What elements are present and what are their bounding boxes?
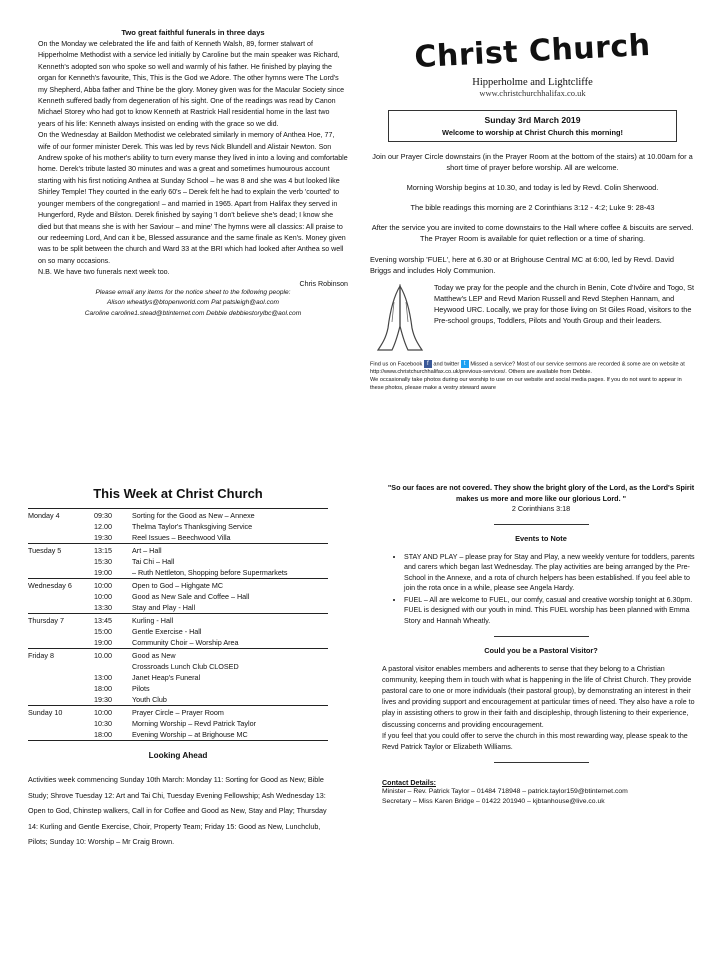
event-time: 13:15 xyxy=(94,546,112,555)
event-name: Thelma Taylor's Thanksgiving Service xyxy=(132,522,253,531)
praying-hands-icon xyxy=(370,282,430,354)
day-block xyxy=(28,705,328,741)
day-name xyxy=(28,661,94,672)
day-name: Wednesday 6 xyxy=(28,581,72,590)
event-name: Community Choir – Worship Area xyxy=(132,638,239,647)
contact-intro: Please email any items for the notice sheet to the following people: xyxy=(95,288,291,296)
event-name: Art – Hall xyxy=(132,546,162,555)
event-name: Sorting for the Good as New – Annexe xyxy=(132,511,255,520)
funerals-paragraph-3: N.B. We have two funerals next week too. xyxy=(38,268,170,277)
day-name xyxy=(28,637,94,648)
event-item: • FUEL – All are welcome to FUEL, our comfy, casual and creative worship tonight at 6.30pm. FUEL is designed with our youth in mind. This FUEL worship has been planned with Emma Story and Hannah Wheatly. xyxy=(404,595,700,627)
day-name: Sunday 10 xyxy=(28,708,63,717)
schedule-row xyxy=(28,521,328,532)
contact-line-1: Alison wheatlys@btopenworld.com Pat patsleigh@aol.com xyxy=(106,299,280,307)
facebook-label: Find us on Facebook xyxy=(370,361,423,368)
event-time: 10:30 xyxy=(94,719,112,728)
contact-minister: Minister – Rev. Patrick Taylor – 01484 718948 – patrick.taylor159@btinternet.com xyxy=(382,788,628,796)
funerals-paragraph-2: On the Wednesday at Baildon Methodist we celebrated similarly in memory of Anthea Hoe, 77, wife of our former minister Derek. This was led by revs Nick Blundell and Alistair Newton. Son Andrew spoke of his mother's ability to turn every manse they lived in into a loving and comfortable home. Derek's tribute lasted 30 minutes and was a great and sometimes humourous account starting with his first noticing Anthea at Sunday School – he was 8 and she was 4 but looked like Shirley Temple! They courted in the early 60's – Derek felt he had to explain the verb 'courted' to younger members of the congregation! – and married in 1965. Apart from Halifax they served in Hungerford, Ryde and Bilston. Derek finished by saying 'I don't believe she's dead; I know she died but that means she is with her Saviour – and mine' The hymns were all classics: All praise to our redeeming Lord, And can it be, Blessed assurance and the same finale as Ken's. Money given was to be split between the church and Ward 33 at the BRI which had looked after Anthea so well on so many occasions. xyxy=(38,131,348,265)
day-block xyxy=(28,508,328,543)
facebook-icon[interactable]: f xyxy=(424,360,432,368)
schedule-row xyxy=(28,707,328,718)
readings-notice: The bible readings this morning are 2 Corinthians 3:12 - 4:2; Luke 9: 28-43 xyxy=(410,203,655,212)
event-time: 18:00 xyxy=(94,684,112,693)
funerals-paragraph-1: On the Monday we celebrated the life and faith of Kenneth Walsh, 89, former stalwart of Hipperholme Methodist with a service led initially by Caroline but the main speaker was Richard, Kenneth's adopted son who spoke so well and warmly of his father. He finished by playing the organ for Kenneth's favourite, This, This is the God we Adore. The other hymns were The Lord's my Shepherd, Abba father and Thine be the glory. Money given was for the Macular Society since Kenneth suffered badly from degeneration of his sight. One of the readings was read by Canon Michael Storey who had got to know Kenneth at Rastrick Hall residential home in the last two years of his life: Kenneth always insisted on ending with the grace so we did. xyxy=(38,40,345,128)
day-block xyxy=(28,543,328,578)
divider xyxy=(494,524,589,525)
divider xyxy=(494,636,589,637)
church-website[interactable]: www.christchurchhalifax.co.uk xyxy=(479,88,586,98)
day-name xyxy=(28,626,94,637)
signature: Chris Robinson xyxy=(299,279,348,288)
day-block xyxy=(28,613,328,648)
looking-ahead-title: Looking Ahead xyxy=(148,751,208,760)
event-time: 19:30 xyxy=(94,695,112,704)
day-name xyxy=(28,602,94,613)
pastoral-visitor-ask: If you feel that you could offer to serve the church in this most rewarding way, please speak to the Revd Patrick Taylor or Elizabeth Williams. xyxy=(382,731,688,752)
evening-worship-notice: Evening worship 'FUEL', here at 6.30 or at Brighouse Central MC at 6:00, led by Revd. David Briggs and includes Holy Communion. xyxy=(370,255,674,275)
event-name: Good as New xyxy=(132,651,176,660)
event-name: Evening Worship – at Brighouse MC xyxy=(132,730,248,739)
morning-worship-notice: Morning Worship begins at 10.30, and today is led by Revd. Colin Sherwood. xyxy=(406,183,659,192)
event-name: – Ruth Nettleton, Shopping before Supermarkets xyxy=(132,568,288,577)
event-name: Janet Heap's Funeral xyxy=(132,673,201,682)
twitter-icon[interactable]: t xyxy=(461,360,469,368)
day-name xyxy=(28,567,94,578)
event-time: 10:00 xyxy=(94,708,112,717)
day-name xyxy=(28,672,94,683)
prayer-circle-notice: Join our Prayer Circle downstairs (in the Prayer Room at the bottom of the stairs) at 10.00am for a short time of prayer before worship. All are welcome. xyxy=(372,152,693,172)
day-block xyxy=(28,578,328,613)
day-name xyxy=(28,532,94,543)
event-time: 12.00 xyxy=(94,522,112,531)
event-item: • STAY AND PLAY – please pray for Stay and Play, a new weekly venture for toddlers, parents and carers which began last Wednesday. The play activities are being arranged by the Pre-School in the Annexe, and a rota of church helpers has been established. If you feel able to join the rota once in a while, please see Angela Hardy. xyxy=(404,552,700,594)
schedule-row xyxy=(28,694,328,705)
contact-title: Contact Details: xyxy=(382,779,436,788)
day-name: Thursday 7 xyxy=(28,616,64,625)
event-time: 19:00 xyxy=(94,638,112,647)
event-name: Reel Issues – Beechwood Villa xyxy=(132,533,231,542)
event-time: 18:00 xyxy=(94,730,112,739)
prayer-row xyxy=(370,282,695,354)
schedule-row xyxy=(28,650,328,661)
event-time: 19:30 xyxy=(94,533,112,542)
event-name: Tai Chi – Hall xyxy=(132,557,175,566)
header-section xyxy=(370,22,695,392)
day-name xyxy=(28,556,94,567)
event-name: Crossroads Lunch Club CLOSED xyxy=(132,662,239,671)
schedule-row xyxy=(28,591,328,602)
event-time: 19:00 xyxy=(94,568,112,577)
event-time: 13:00 xyxy=(94,673,112,682)
welcome-text: Welcome to worship at Christ Church this morning! xyxy=(442,128,623,137)
schedule-row xyxy=(28,580,328,591)
event-name: Youth Club xyxy=(132,695,167,704)
week-section xyxy=(28,486,328,850)
twitter-label: and twitter xyxy=(433,361,460,368)
schedule-row xyxy=(28,545,328,556)
day-name xyxy=(28,718,94,729)
event-time: 10:00 xyxy=(94,581,112,590)
schedule-row xyxy=(28,729,328,740)
day-name xyxy=(28,591,94,602)
schedule-row xyxy=(28,718,328,729)
event-time: 15:00 xyxy=(94,627,112,636)
schedule-row xyxy=(28,510,328,521)
schedule-row xyxy=(28,532,328,543)
event-name: Kurling - Hall xyxy=(132,616,174,625)
day-name xyxy=(28,694,94,705)
day-name xyxy=(28,729,94,740)
after-service-notice: After the service you are invited to come downstairs to the Hall where coffee & biscuits are served. The Prayer Room is available for quiet reflection or a time of sharing. xyxy=(371,223,694,243)
event-name: Gentle Exercise - Hall xyxy=(132,627,202,636)
schedule-row xyxy=(28,615,328,626)
schedule-row xyxy=(28,683,328,694)
event-name: Pilots xyxy=(132,684,150,693)
church-title: Christ Church xyxy=(413,27,652,76)
prayer-list: Today we pray for the people and the church in Benin, Cote d'Ivôire and Togo, St Matthew's LEP and Revd Marion Russell and Revd Stephen Hannam, and Heywood URC. Locally, we pray for those living on St Giles Road, visitors to the Pre-school groups, Toddlers, Pilots and Youth Group and their leaders. xyxy=(434,283,695,325)
event-time: 15:30 xyxy=(94,557,112,566)
social-media-note xyxy=(370,360,695,392)
schedule-row xyxy=(28,661,328,672)
service-date: Sunday 3rd March 2019 xyxy=(484,115,581,125)
contact-line-2: Caroline caroline1.stead@btinternet.com Debbie debbiestorylbc@aol.com xyxy=(84,309,302,317)
pastoral-visitor-text: A pastoral visitor enables members and adherents to sense that they belong to a Christian community, keeping them in touch with what is happening in the life of Christ Church. They provide pastoral care to one or more individuals (their pastoral group), by demonstrating an interest in their lives and providing support and encouragement at particular times of need. They also have a role to play in assisting others to grow in their faith and discipleship, through listening to their experience, discussing concerns and providing encouragement. xyxy=(382,664,695,729)
schedule-row xyxy=(28,567,328,578)
event-time: 13:30 xyxy=(94,603,112,612)
event-name: Good as New Sale and Coffee – Hall xyxy=(132,592,250,601)
day-name xyxy=(28,683,94,694)
church-subtitle: Hipperholme and Lightcliffe xyxy=(472,77,593,88)
schedule-row xyxy=(28,602,328,613)
date-box xyxy=(388,110,677,142)
day-name xyxy=(28,521,94,532)
events-title: Events to Note xyxy=(515,533,567,543)
day-name: Friday 8 xyxy=(28,651,54,660)
pastoral-visitor-title: Could you be a Pastoral Visitor? xyxy=(484,645,598,655)
event-name: Prayer Circle – Prayer Room xyxy=(132,708,224,717)
day-name: Tuesday 5 xyxy=(28,546,62,555)
schedule-row xyxy=(28,556,328,567)
week-schedule xyxy=(28,508,328,741)
funerals-title: Two great faithful funerals in three days xyxy=(121,28,265,37)
schedule-row xyxy=(28,626,328,637)
event-time: 10:00 xyxy=(94,592,112,601)
events-list xyxy=(382,552,700,627)
schedule-row xyxy=(28,672,328,683)
event-name: Morning Worship – Revd Patrick Taylor xyxy=(132,719,256,728)
event-time: 13:45 xyxy=(94,616,112,625)
day-block xyxy=(28,648,328,705)
photo-note: We occasionally take photos during our worship to use on our website and social media pages. If you do not want to appear in these photos, please make a vestry steward aware xyxy=(370,377,682,392)
funerals-section xyxy=(38,28,348,319)
event-time xyxy=(94,661,132,672)
verse-reference: 2 Corinthians 3:18 xyxy=(511,504,571,513)
right-section xyxy=(382,483,700,808)
event-time: 09:30 xyxy=(94,511,112,520)
divider xyxy=(494,762,589,763)
event-name: Stay and Play - Hall xyxy=(132,603,196,612)
bible-verse: "So our faces are not covered. They show the bright glory of the Lord, as the Lord's Spirit makes us more and more like our glorious Lord. " xyxy=(387,483,695,503)
week-title: This Week at Christ Church xyxy=(93,486,263,501)
schedule-row xyxy=(28,637,328,648)
contact-secretary: Secretary – Miss Karen Bridge – 01422 201940 – kjbtanhouse@live.co.uk xyxy=(382,798,605,806)
missed-service-text: Missed a service? Most of our service sermons are recorded & some are on website at http://www.christchurchhalifax.co.uk/previous-services/. Others are available from Debbie. xyxy=(370,361,685,376)
event-name: Open to God – Highgate MC xyxy=(132,581,224,590)
day-name: Monday 4 xyxy=(28,511,60,520)
event-time: 10.00 xyxy=(94,651,112,660)
looking-ahead-text: Activities week commencing Sunday 10th March: Monday 11: Sorting for Good as New; Bible Study; Shrove Tuesday 12: Art and Tai Chi, Tuesday Evening Fellowship; Ash Wednesday 13: Open to God, Chinstep walkers, Call in for Coffee and Good as New, Stay and Play; Thursday 14: Kurling and Gentle Exercise, Choir, Property Team; Friday 15: Good as New, Lunchclub, Pilots; Sunday 10: Worship – Mr Craig Brown. xyxy=(28,775,327,846)
